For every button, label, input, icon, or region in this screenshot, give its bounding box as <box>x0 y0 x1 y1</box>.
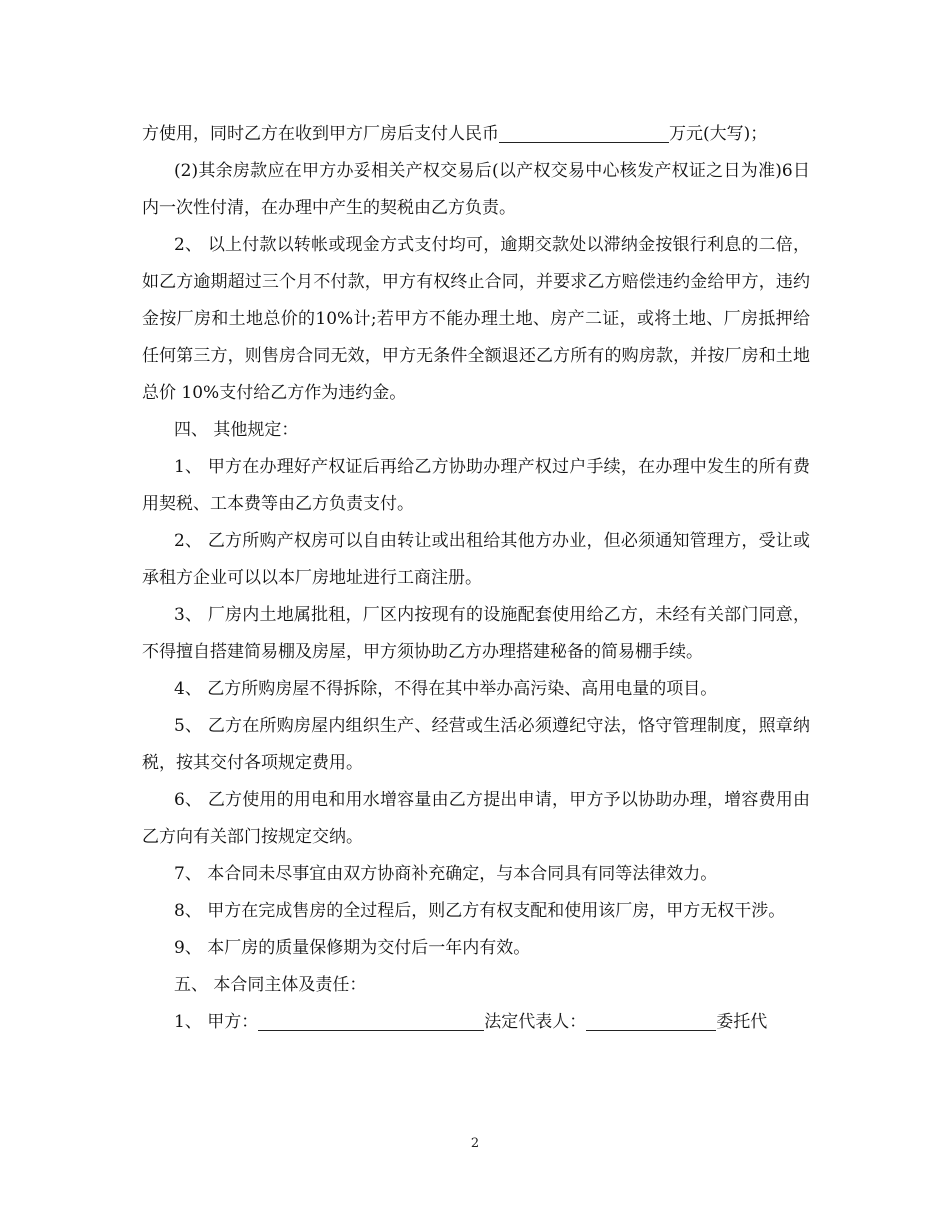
text-segment: 方使用，同时乙方在收到甲方厂房后支付人民币 <box>142 124 499 144</box>
clause-8-control: 8、 甲方在完成售房的全过程后，则乙方有权支配和使用该厂房，甲方无权干涉。 <box>174 901 786 921</box>
page-number: 2 <box>470 1136 480 1151</box>
clause-5-compliance: 5、 乙方在所购房屋内组织生产、经营或生活必须遵纪守法，恪守管理制度，照章纳税，按其交付各项规定费用。 <box>142 716 810 773</box>
clause-2-transfer-lease: 2、 乙方所购产权房可以自由转让或出租给其他方办业，但必须通知管理方，受让或承租方企业可以以本厂房地址进行工商注册。 <box>142 531 810 588</box>
text-segment: 万元(大写)； <box>669 124 768 144</box>
document-body <box>142 116 810 1041</box>
paragraph-payment-method-penalty: 2、 以上付款以转帐或现金方式支付均可，逾期交款处以滞纳金按银行利息的二倍，如乙方逾期超过三个月不付款，甲方有权终止合同，并要求乙方赔偿违约金给甲方，违约金按厂房和土地总价的10%计;若甲方不能办理土地、房产二证，或将土地、厂房抵押给任何第三方，则售房合同无效，甲方无条件全额退还乙方所有的购房款，并按厂房和土地总价 10%支付给乙方作为违约金。 <box>142 235 810 403</box>
paragraph-remaining-payment: (2)其余房款应在甲方办妥相关产权交易后(以产权交易中心核发产权证之日为准)6日内一次性付清，在办理中产生的契税由乙方负责。 <box>142 161 810 218</box>
legal-representative-blank-field <box>586 1010 716 1031</box>
clause-9-warranty: 9、 本厂房的质量保修期为交付后一年内有效。 <box>174 938 531 958</box>
amount-blank-field <box>499 122 669 143</box>
party-a-blank-field <box>258 1010 484 1031</box>
clause-1-title-transfer: 1、 甲方在办理好产权证后再给乙方协助办理产权过户手续，在办理中发生的所有费用契税、工本费等由乙方负责支付。 <box>142 457 810 514</box>
clause-7-supplement: 7、 本合同未尽事宜由双方协商补充确定，与本合同具有同等法律效力。 <box>174 864 718 884</box>
authorized-agent-label: 委托代 <box>716 1012 768 1032</box>
clause-6-utilities: 6、 乙方使用的用电和用水增容量由乙方提出申请，甲方予以协助办理，增容费用由乙方向有关部门按规定交纳。 <box>142 790 810 847</box>
section-heading-parties: 五、 本合同主体及责任： <box>174 975 367 995</box>
paragraph-payment-continuation <box>142 116 810 153</box>
legal-representative-label: 法定代表人： <box>484 1012 587 1032</box>
section-heading-other-provisions: 四、 其他规定： <box>174 420 299 440</box>
clause-4-demolition: 4、 乙方所购房屋不得拆除，不得在其中举办高污染、高用电量的项目。 <box>174 679 718 699</box>
party-a-label: 1、 甲方： <box>174 1012 259 1032</box>
party-a-signature-line <box>142 1004 810 1041</box>
clause-3-land-lease: 3、 厂房内土地属批租，厂区内按现有的设施配套使用给乙方，未经有关部门同意，不得擅自搭建简易棚及房屋，甲方须协助乙方办理搭建秘备的简易棚手续。 <box>142 605 810 662</box>
